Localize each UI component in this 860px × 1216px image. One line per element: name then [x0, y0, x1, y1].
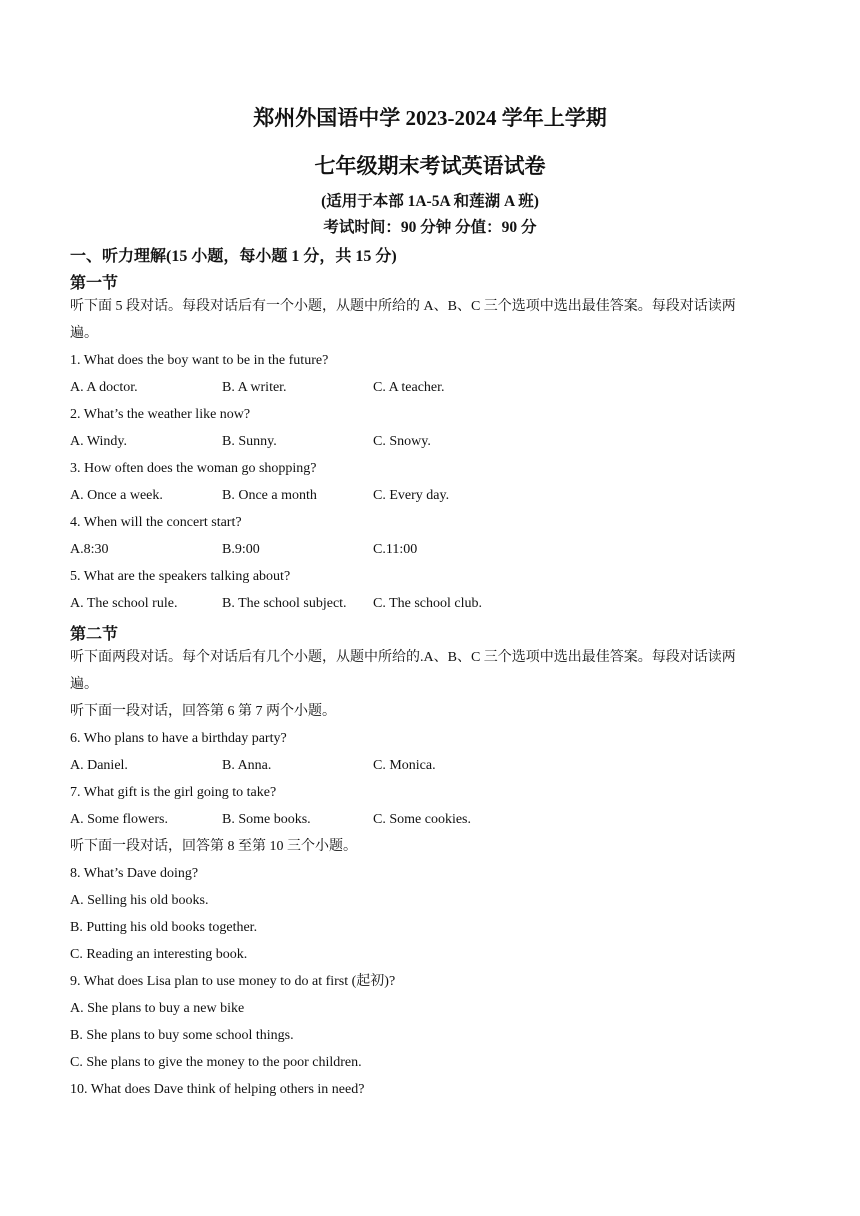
- option-b: B. Some books.: [222, 812, 311, 827]
- option-a: A. Windy.: [70, 434, 127, 449]
- option-b: B. Sunny.: [222, 434, 277, 449]
- option-c: C. Every day.: [373, 488, 450, 503]
- section-label: 第一节: [70, 275, 119, 292]
- question-stem: 7. What gift is the girl going to take?: [70, 785, 277, 800]
- question-stem: 1. What does the boy want to be in the future?: [70, 353, 329, 368]
- option-c: C.11:00: [373, 542, 418, 557]
- instruction-text: 听下面两段对话。每个对话后有几个小题，从题中所给的.A、B、C 三个选项中选出最佳答案。每段对话读两: [70, 650, 736, 665]
- option-c: C. She plans to give the money to the poor children.: [70, 1055, 362, 1070]
- option-b: B. Once a month: [222, 488, 317, 503]
- part-heading: 一、听力理解(15 小题，每小题 1 分，共 15 分): [70, 248, 397, 265]
- option-b: B. A writer.: [222, 380, 287, 395]
- option-c: C. Monica.: [373, 758, 436, 773]
- dialogue-note: 听下面一段对话，回答第 8 至第 10 三个小题。: [70, 839, 357, 854]
- option-c: C. The school club.: [373, 596, 483, 611]
- instruction-text: 遍。: [70, 677, 98, 692]
- question-stem: 8. What’s Dave doing?: [70, 866, 199, 881]
- option-a: A. Daniel.: [70, 758, 128, 773]
- exam-info: 考试时间：90 分钟 分值：90 分: [323, 219, 537, 236]
- option-a: A. Selling his old books.: [70, 893, 209, 908]
- option-b: B. The school subject.: [222, 596, 347, 611]
- option-b: B. She plans to buy some school things.: [70, 1028, 294, 1043]
- section-label: 第二节: [70, 626, 119, 643]
- option-b: B.9:00: [222, 542, 260, 557]
- option-a: A. Once a week.: [70, 488, 163, 503]
- question-stem: 3. How often does the woman go shopping?: [70, 461, 317, 476]
- exam-scope: (适用于本部 1A-5A 和莲湖 A 班): [321, 193, 539, 210]
- exam-title: 郑州外国语中学 2023-2024 学年上学期: [253, 106, 607, 130]
- exam-subtitle: 七年级期末考试英语试卷: [314, 154, 546, 178]
- option-c: C. A teacher.: [373, 380, 445, 395]
- option-a: A. A doctor.: [70, 380, 138, 395]
- option-b: B. Anna.: [222, 758, 272, 773]
- option-a: A. The school rule.: [70, 596, 178, 611]
- question-stem: 9. What does Lisa plan to use money to do at first (起初)?: [70, 974, 396, 989]
- instruction-text: 听下面 5 段对话。每段对话后有一个小题，从题中所给的 A、B、C 三个选项中选出最佳答案。每段对话读两: [70, 299, 736, 314]
- option-c: C. Reading an interesting book.: [70, 947, 248, 962]
- option-a: A. Some flowers.: [70, 812, 168, 827]
- question-stem: 2. What’s the weather like now?: [70, 407, 251, 422]
- dialogue-note: 听下面一段对话，回答第 6 第 7 两个小题。: [70, 704, 336, 719]
- question-stem: 6. Who plans to have a birthday party?: [70, 731, 287, 746]
- option-c: C. Snowy.: [373, 434, 431, 449]
- question-stem: 10. What does Dave think of helping others in need?: [70, 1082, 365, 1097]
- option-a: A.8:30: [70, 542, 109, 557]
- option-b: B. Putting his old books together.: [70, 920, 258, 935]
- instruction-text: 遍。: [70, 326, 98, 341]
- question-stem: 5. What are the speakers talking about?: [70, 569, 291, 584]
- option-c: C. Some cookies.: [373, 812, 471, 827]
- option-a: A. She plans to buy a new bike: [70, 1001, 245, 1016]
- question-stem: 4. When will the concert start?: [70, 515, 242, 530]
